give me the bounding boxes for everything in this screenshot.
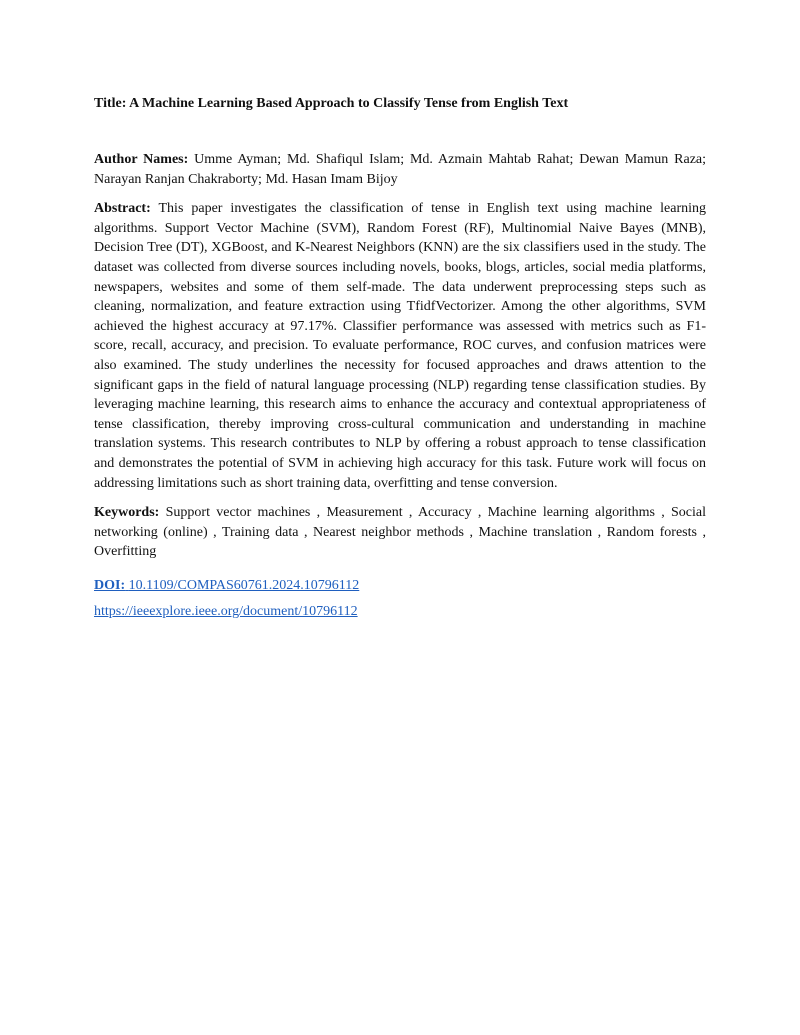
title-label: Title: [94, 96, 127, 111]
authors-label: Author Names: [94, 152, 189, 167]
doi-link[interactable] [94, 578, 359, 593]
doi-label: DOI: [94, 577, 126, 593]
url-line [94, 602, 706, 622]
abstract-label: Abstract: [94, 201, 151, 217]
doi-value: 10.1109/COMPAS60761.2024.10796112 [128, 577, 360, 593]
abstract-text: This paper investigates the classification of tense in English text using machine learning algorithms. Support Vector Machine (SVM), Random Forest (RF), Multinomial Naive Bayes (MNB), Decision Tree (DT), XGBoost, and K-Nearest Neighbors (KNN) are the six classifiers used in the study. The dataset was collected from diverse sources including novels, books, blogs, articles, social media platforms, newspapers, websites and some of them self-made. The data underwent preprocessing steps such as cleaning, normalization, and feature extraction using TfidfVectorizer. Among the other algorithms, SVM achieved the highest accuracy at 97.17%. Classifier performance was assessed with metrics such as F1-score, recall, accuracy, and precision. To evaluate performance, ROC curves, and confusion matrices were also examined. The study underlines the necessity for focused approaches and draws attention to the significant gaps in the field of natural language processing (NLP) regarding tense classification studies. By leveraging machine learning, this research aims to enhance the accuracy and contextual appropriateness of tense classification, thereby improving cross-cultural communication and understanding in machine translation systems. This research contributes to NLP by offering a robust approach to tense classification and demonstrates the potential of SVM in achieving high accuracy for this task. Future work will focus on addressing limitations such as short training data, overfitting and tense conversion. [94, 201, 707, 491]
paper-title [94, 94, 706, 113]
author-names [94, 150, 706, 189]
ieee-url-link[interactable]: https://ieeexplore.ieee.org/document/10796112 [94, 604, 358, 620]
keywords-text: Support vector machines , Measurement , Accuracy , Machine learning algorithms , Social networking (online) , Training data , Nearest neighbor methods , Machine translation , Random forests , Overfitting [94, 505, 707, 560]
document-page [94, 94, 706, 622]
authors-text: Umme Ayman; Md. Shafiqul Islam; Md. Azmain Mahtab Rahat; Dewan Mamun Raza; Narayan Ranjan Chakraborty; Md. Hasan Imam Bijoy [94, 152, 707, 187]
title-text: A Machine Learning Based Approach to Classify Tense from English Text [129, 96, 569, 111]
keywords-paragraph [94, 503, 706, 562]
abstract-paragraph [94, 199, 706, 493]
keywords-label: Keywords: [94, 505, 160, 521]
doi-line [94, 576, 706, 596]
